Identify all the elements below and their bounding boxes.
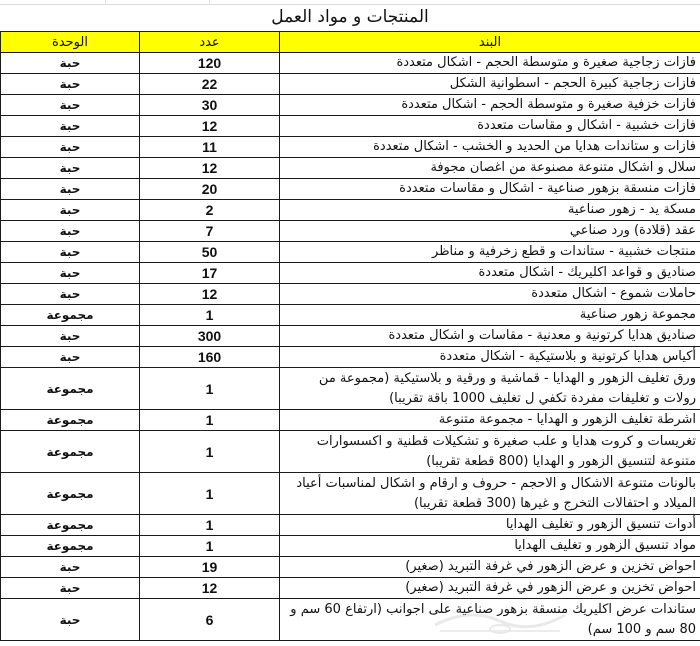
- item-cell: بالونات متنوعة الاشكال و الاحجم - حروف و ارقام و اشكال لمناسبات أعياد الميلاد و احتفالات التخرج و غيرها (300 قطعة تقريبا): [280, 473, 700, 515]
- count-cell: 7: [140, 221, 280, 242]
- item-cell: اشرطة تغليف الزهور و الهدايا - مجموعة متنوعة: [280, 410, 700, 431]
- count-cell: 120: [140, 53, 280, 74]
- item-cell: مواد تنسيق الزهور و تغليف الهدايا: [280, 536, 700, 557]
- count-cell: 1: [140, 473, 280, 515]
- unit-cell: حبة: [1, 53, 140, 74]
- table-row: [1, 200, 700, 221]
- table-row: [1, 221, 700, 242]
- unit-cell: حبة: [1, 74, 140, 95]
- item-cell: منتجات خشبية - ستاندات و قطع زخرفية و مناظر: [280, 242, 700, 263]
- table-row: [1, 473, 700, 515]
- unit-cell: مجموعة: [1, 515, 140, 536]
- unit-cell: مجموعة: [1, 368, 140, 410]
- unit-cell: حبة: [1, 242, 140, 263]
- table-row: [1, 368, 700, 410]
- table-row: [1, 410, 700, 431]
- item-cell: مسكة يد - زهور صناعية: [280, 200, 700, 221]
- count-cell: 12: [140, 158, 280, 179]
- page-title: المنتجات و مواد العمل: [271, 7, 429, 27]
- table-header-row: [1, 32, 700, 53]
- unit-cell: حبة: [1, 347, 140, 368]
- count-cell: 22: [140, 74, 280, 95]
- products-table: [0, 31, 700, 641]
- table-row: [1, 326, 700, 347]
- item-cell: فازات خزفية صغيرة و متوسطة الحجم - اشكال متعددة: [280, 95, 700, 116]
- item-cell: فازات منسقة بزهور صناعية - اشكال و مقاسات متعددة: [280, 179, 700, 200]
- count-cell: 160: [140, 347, 280, 368]
- table-body: [1, 53, 700, 641]
- unit-cell: حبة: [1, 578, 140, 599]
- item-cell: عقد (قلادة) ورد صناعي: [280, 221, 700, 242]
- table-row: [1, 284, 700, 305]
- table-row: [1, 263, 700, 284]
- unit-cell: مجموعة: [1, 473, 140, 515]
- count-cell: 11: [140, 137, 280, 158]
- table-row: [1, 95, 700, 116]
- unit-cell: حبة: [1, 221, 140, 242]
- table-row: [1, 515, 700, 536]
- item-cell: احواض تخزين و عرض الزهور في غرفة التبريد (صغير): [280, 578, 700, 599]
- unit-cell: مجموعة: [1, 431, 140, 473]
- table-row: [1, 137, 700, 158]
- table-row: [1, 347, 700, 368]
- unit-cell: حبة: [1, 137, 140, 158]
- header-item: البند: [280, 32, 700, 53]
- item-cell: احواض تخزين و عرض الزهور في غرفة التبريد (صغير): [280, 557, 700, 578]
- count-cell: 1: [140, 515, 280, 536]
- count-cell: 1: [140, 536, 280, 557]
- unit-cell: حبة: [1, 116, 140, 137]
- count-cell: 12: [140, 578, 280, 599]
- item-cell: حاملات شموع - اشكال متعددة: [280, 284, 700, 305]
- unit-cell: حبة: [1, 158, 140, 179]
- item-cell: فازات زجاجية صغيرة و متوسطة الحجم - اشكال متعددة: [280, 53, 700, 74]
- table-row: [1, 599, 700, 641]
- item-cell: ستاندات عرض اكليريك منسقة بزهور صناعية على اجوانب (ارتفاع 60 سم و 80 سم و 100 سم): [280, 599, 700, 641]
- header-count: عدد: [140, 32, 280, 53]
- count-cell: 6: [140, 599, 280, 641]
- item-cell: تغريسات و كروت هدايا و علب صغيرة و تشكيلات قطنية و اكسسوارات متنوعة لتنسيق الزهور و الهدايا (800 قطعة تقريبا): [280, 431, 700, 473]
- item-cell: صناديق و قواعد اكليريك - اشكال متعددة: [280, 263, 700, 284]
- item-cell: فازات زجاجية كبيرة الحجم - اسطوانية الشكل: [280, 74, 700, 95]
- item-cell: مجموعة زهور صناعية: [280, 305, 700, 326]
- table-row: [1, 179, 700, 200]
- unit-cell: حبة: [1, 95, 140, 116]
- unit-cell: حبة: [1, 200, 140, 221]
- unit-cell: حبة: [1, 326, 140, 347]
- table-row: [1, 158, 700, 179]
- unit-cell: حبة: [1, 599, 140, 641]
- item-cell: أكياس هدايا كرتونية و بلاستيكية - اشكال متعددة: [280, 347, 700, 368]
- count-cell: 1: [140, 410, 280, 431]
- unit-cell: حبة: [1, 284, 140, 305]
- count-cell: 50: [140, 242, 280, 263]
- table-row: [1, 305, 700, 326]
- header-unit: الوحدة: [1, 32, 140, 53]
- unit-cell: مجموعة: [1, 305, 140, 326]
- count-cell: 20: [140, 179, 280, 200]
- count-cell: 30: [140, 95, 280, 116]
- count-cell: 12: [140, 116, 280, 137]
- item-cell: فازات خشبية - اشكال و مقاسات متعددة: [280, 116, 700, 137]
- unit-cell: حبة: [1, 263, 140, 284]
- unit-cell: مجموعة: [1, 410, 140, 431]
- count-cell: 300: [140, 326, 280, 347]
- table-row: [1, 242, 700, 263]
- count-cell: 1: [140, 368, 280, 410]
- count-cell: 2: [140, 200, 280, 221]
- item-cell: ورق تغليف الزهور و الهدايا - قماشية و ورقية و بلاستيكية (مجموعة من رولات و تغليفات مفردة تكفي ل تغليف 1000 باقة تقريبا): [280, 368, 700, 410]
- table-row: [1, 431, 700, 473]
- table-row: [1, 578, 700, 599]
- item-cell: أدوات تنسيق الزهور و تغليف الهدايا: [280, 515, 700, 536]
- count-cell: 17: [140, 263, 280, 284]
- item-cell: فازات و ستاندات هدايا من الحديد و الخشب - اشكال متعددة: [280, 137, 700, 158]
- count-cell: 1: [140, 305, 280, 326]
- table-row: [1, 536, 700, 557]
- count-cell: 19: [140, 557, 280, 578]
- count-cell: 12: [140, 284, 280, 305]
- unit-cell: حبة: [1, 179, 140, 200]
- count-cell: 1: [140, 431, 280, 473]
- item-cell: صناديق هدايا كرتونية و معدنية - مقاسات و اشكال متعددة: [280, 326, 700, 347]
- item-cell: سلال و اشكال متنوعة مصنوعة من اغصان مجوفة: [280, 158, 700, 179]
- unit-cell: حبة: [1, 557, 140, 578]
- table-row: [1, 53, 700, 74]
- table-row: [1, 74, 700, 95]
- table-row: [1, 557, 700, 578]
- unit-cell: مجموعة: [1, 536, 140, 557]
- table-row: [1, 116, 700, 137]
